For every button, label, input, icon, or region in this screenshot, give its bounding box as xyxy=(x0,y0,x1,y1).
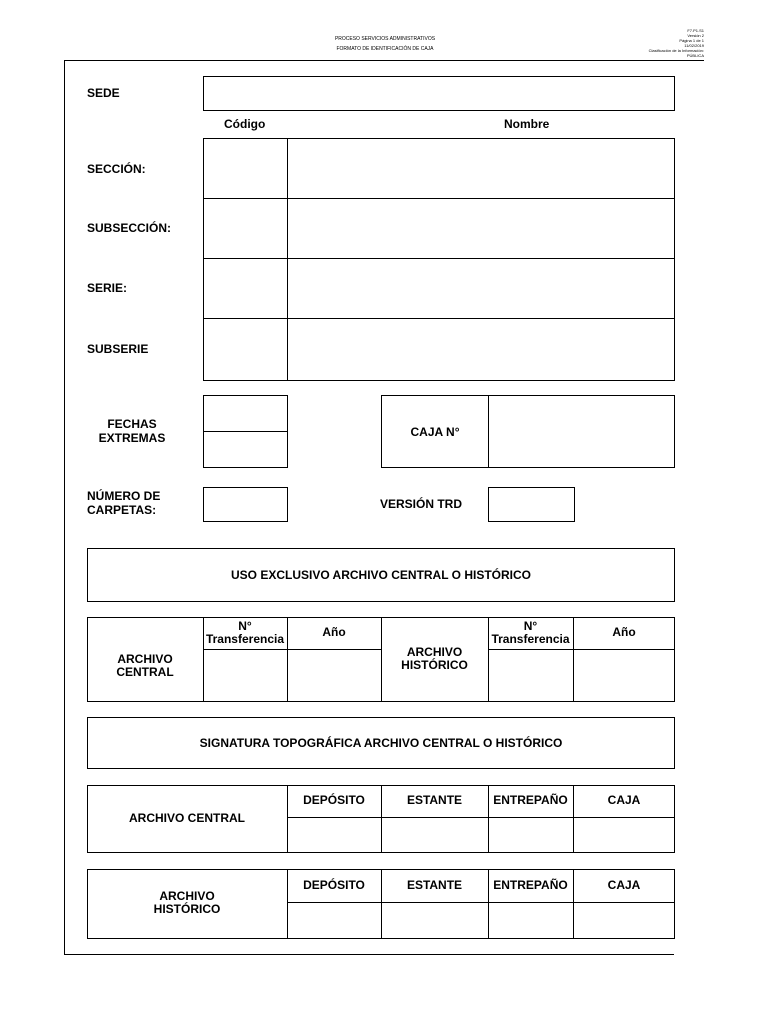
nombre-header: Nombre xyxy=(504,117,550,131)
fechas-line2: EXTREMAS xyxy=(98,431,166,445)
seccion-nombre-field[interactable] xyxy=(288,139,673,197)
sh-label-line2: HISTÓRICO xyxy=(153,902,221,916)
serie-nombre-field[interactable] xyxy=(288,259,673,317)
sc-caja-field[interactable] xyxy=(574,818,674,852)
fecha-inicial-field[interactable] xyxy=(203,395,288,432)
uso-exclusivo-title: USO EXCLUSIVO ARCHIVO CENTRAL O HISTÓRICO xyxy=(230,568,532,582)
subseccion-label: SUBSECCIÓN: xyxy=(87,221,172,235)
historico-transferencia-field[interactable] xyxy=(489,650,572,701)
serie-label: SERIE: xyxy=(87,281,128,295)
serie-codigo-field[interactable] xyxy=(204,259,286,317)
fechas-extremas-label xyxy=(87,417,177,445)
header-title-line1: PROCESO SERVICIOS ADMINISTRATIVOS xyxy=(334,36,436,42)
fechas-line1: FECHAS xyxy=(107,417,157,431)
frame-bottom xyxy=(64,954,674,955)
caja-numero-field[interactable] xyxy=(489,396,674,467)
frame-top xyxy=(64,60,704,61)
meta-classification-label: Clasificación de la Información: xyxy=(648,48,704,53)
central-transferencia-field[interactable] xyxy=(204,650,286,701)
seccion-label: SECCIÓN: xyxy=(87,162,146,176)
subseccion-codigo-field[interactable] xyxy=(204,199,286,257)
seccion-codigo-field[interactable] xyxy=(204,139,286,197)
signatura-historico-label xyxy=(88,890,286,916)
historico-transferencia-line2: Transferencia xyxy=(491,632,570,646)
sh-caja-header: CAJA xyxy=(607,878,641,892)
subserie-nombre-field[interactable] xyxy=(288,319,673,379)
sh-deposito-field[interactable] xyxy=(288,903,380,938)
sh-entrepano-header: ENTREPAÑO xyxy=(493,878,568,892)
meta-classification-value: PÚBLICA xyxy=(686,53,704,58)
sc-deposito-field[interactable] xyxy=(288,818,380,852)
sc-caja-header: CAJA xyxy=(607,793,641,807)
sc-estante-field[interactable] xyxy=(382,818,487,852)
historico-line2: HISTÓRICO xyxy=(401,658,468,672)
numero-carpetas-field[interactable] xyxy=(203,487,288,522)
historico-anio-field[interactable] xyxy=(574,650,674,701)
historico-line1: ARCHIVO xyxy=(406,645,463,659)
subserie-label: SUBSERIE xyxy=(87,342,149,356)
sh-caja-field[interactable] xyxy=(574,903,674,938)
header-title-line2: FORMATO DE IDENTIFICACIÓN DE CAJA xyxy=(336,46,434,52)
historico-transferencia-line1: N° xyxy=(523,619,538,633)
archivo-central-label: ARCHIVO CENTRAL xyxy=(116,652,174,679)
numero-carpetas-label xyxy=(87,489,160,517)
sh-estante-header: ESTANTE xyxy=(406,878,463,892)
subserie-codigo-field[interactable] xyxy=(204,319,286,379)
numero-line2: CARPETAS: xyxy=(87,503,157,517)
frame-left xyxy=(64,60,65,954)
central-transferencia-header xyxy=(204,620,286,646)
sh-label-line1: ARCHIVO xyxy=(159,889,215,903)
subseccion-nombre-field[interactable] xyxy=(288,199,673,257)
header-meta xyxy=(600,28,704,58)
sc-deposito-header: DEPÓSITO xyxy=(303,793,365,807)
historico-anio-header: Año xyxy=(612,625,636,639)
signatura-central-label: ARCHIVO CENTRAL xyxy=(129,811,245,825)
sh-estante-field[interactable] xyxy=(382,903,487,938)
central-transferencia-line1: N° xyxy=(238,619,252,633)
historico-transferencia-header xyxy=(489,620,572,646)
central-anio-field[interactable] xyxy=(288,650,380,701)
meta-version: Versión 2 xyxy=(687,33,704,38)
sc-estante-header: ESTANTE xyxy=(406,793,463,807)
codigo-header: Código xyxy=(224,117,266,131)
meta-page: Página 1 de 1 xyxy=(679,38,704,43)
sc-entrepano-field[interactable] xyxy=(489,818,572,852)
version-trd-label: VERSIÓN TRD xyxy=(380,497,463,511)
signatura-title: SIGNATURA TOPOGRÁFICA ARCHIVO CENTRAL O HISTÓRICO xyxy=(199,736,563,750)
central-transferencia-line2: Transferencia xyxy=(205,632,285,646)
fecha-final-field[interactable] xyxy=(203,431,288,468)
numero-line1: NÚMERO DE xyxy=(87,489,161,503)
sh-deposito-header: DEPÓSITO xyxy=(303,878,365,892)
archivo-historico-label xyxy=(382,646,487,672)
sede-field[interactable] xyxy=(203,76,675,111)
central-anio-header: Año xyxy=(322,625,346,639)
sh-entrepano-field[interactable] xyxy=(489,903,572,938)
version-trd-field[interactable] xyxy=(488,487,575,522)
meta-date: 11/02/2019 xyxy=(684,43,704,48)
meta-code: F7.P1.S1 xyxy=(687,28,704,33)
caja-numero-label: CAJA N° xyxy=(410,425,460,439)
sede-label: SEDE xyxy=(87,86,120,100)
sc-entrepano-header: ENTREPAÑO xyxy=(493,793,568,807)
